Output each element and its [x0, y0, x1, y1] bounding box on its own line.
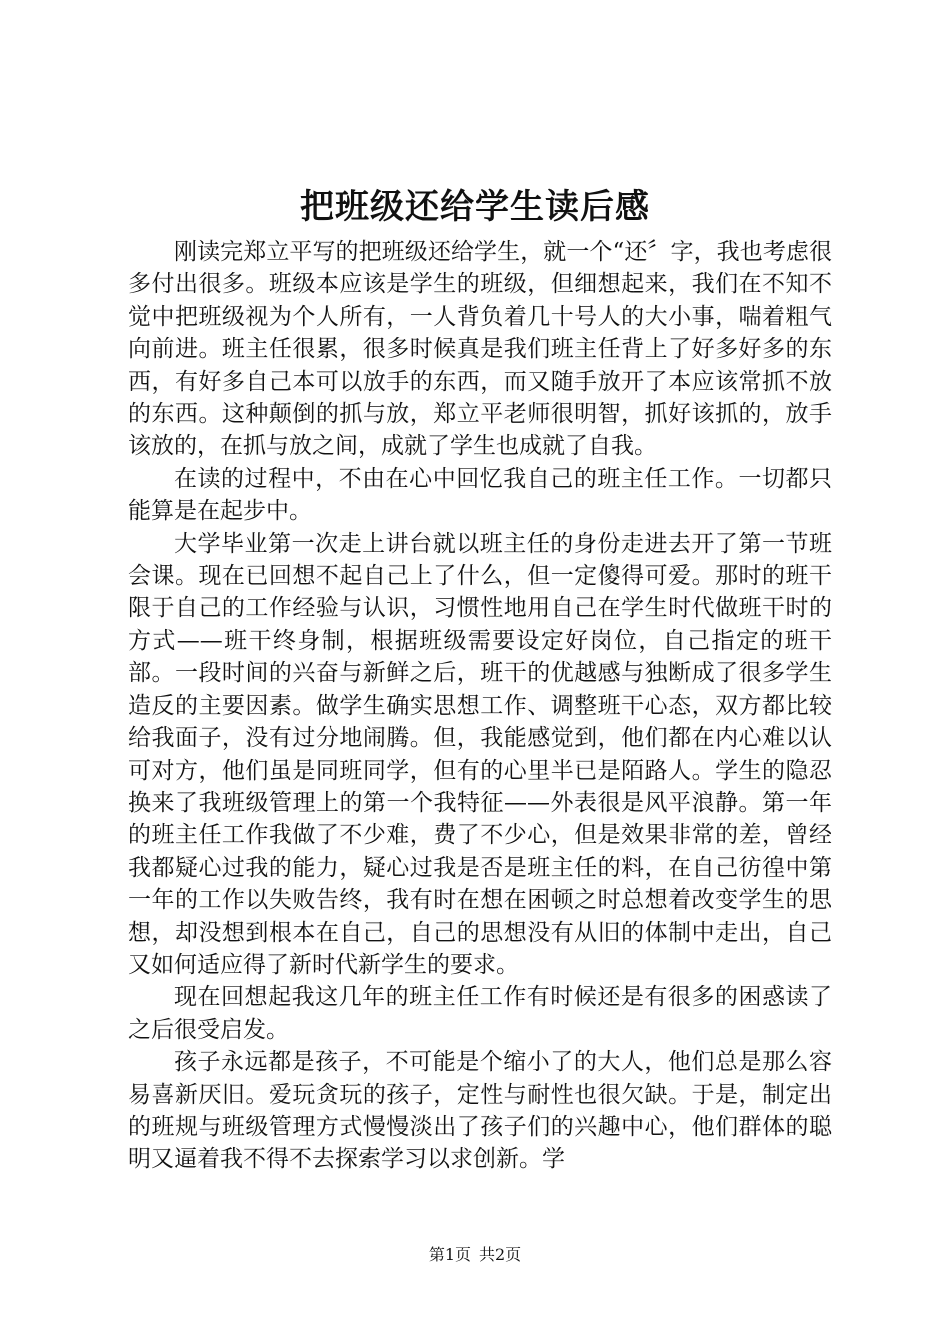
- paragraph: 现在回想起我这几年的班主任工作有时候还是有很多的困惑读了之后很受启发。: [128, 984, 832, 1043]
- page-total: 共2页: [479, 1245, 522, 1264]
- paragraph: 刚读完郑立平写的把班级还给学生，就一个“还〞字，我也考虑很多付出很多。班级本应该是学生的班级，但细想起来，我们在不知不觉中把班级视为个人所有，一人背负着几十号人的大小事，喘着粗气向前进。班主任很累，很多时候真是我们班主任背上了好多好多的东西，有好多自己本可以放手的东西，而又随手放开了本应该常抓不放的东西。这种颠倒的抓与放，郑立平老师很明智，抓好该抓的，放手该放的，在抓与放之间，成就了学生也成就了自我。: [128, 239, 832, 460]
- page-number: 第1页: [428, 1245, 471, 1264]
- paragraph: 孩子永远都是孩子，不可能是个缩小了的大人，他们总是那么容易喜新厌旧。爱玩贪玩的孩子，定性与耐性也很欠缺。于是，制定出的班规与班级管理方式慢慢淡出了孩子们的兴趣中心，他们群体的聪明又逼着我不得不去探索学习以求创新。学: [128, 1049, 832, 1173]
- paragraph: 大学毕业第一次走上讲台就以班主任的身份走进去开了第一节班会课。现在已回想不起自己上了什么，但一定傻得可爱。那时的班干限于自己的工作经验与认识，习惯性地用自己在学生时代做班干时的方式——班干终身制，根据班级需要设定好岗位，自己指定的班干部。一段时间的兴奋与新鲜之后，班干的优越感与独断成了很多学生造反的主要因素。做学生确实思想工作、调整班干心态，双方都比较给我面子，没有过分地闹腾。但，我能感觉到，他们都在内心难以认可对方，他们虽是同班同学，但有的心里半已是陌路人。学生的隐忍换来了我班级管理上的第一个我特征——外表很是风平浪静。第一年的班主任工作我做了不少难，费了不少心，但是效果非常的差，曾经我都疑心过我的能力，疑心过我是否是班主任的料，在自己彷徨中第一年的工作以失败告终，我有时在想在困顿之时总想着改变学生的思想，却没想到根本在自己，自己的思想没有从旧的体制中走出，自己又如何适应得了新时代新学生的要求。: [128, 530, 832, 978]
- paragraph: 在读的过程中，不由在心中回忆我自己的班主任工作。一切都只能算是在起步中。: [128, 465, 832, 525]
- document-body: [128, 236, 832, 1176]
- page-footer: [0, 1243, 950, 1267]
- document-title: 把班级还给学生读后感: [300, 187, 650, 227]
